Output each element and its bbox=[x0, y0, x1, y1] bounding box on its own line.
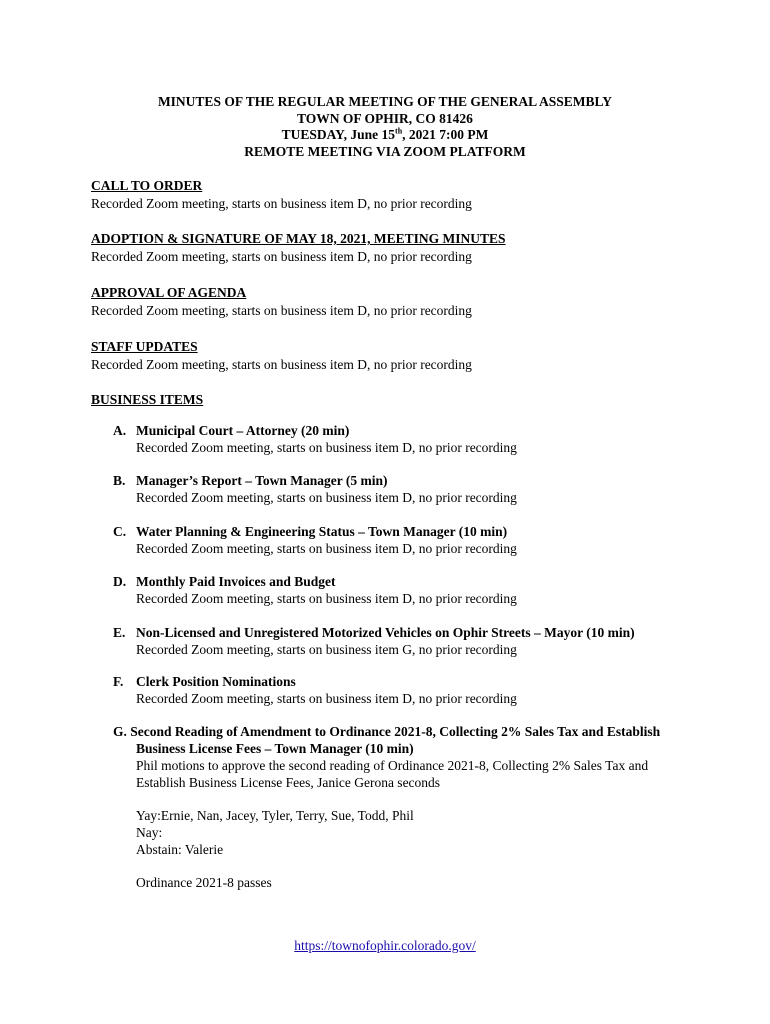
item-title: Monthly Paid Invoices and Budget bbox=[136, 574, 336, 589]
item-desc: Recorded Zoom meeting, starts on business item D, no prior recording bbox=[136, 591, 517, 606]
vote-result: Ordinance 2021-8 passes bbox=[136, 875, 272, 890]
header-title: MINUTES OF THE REGULAR MEETING OF THE GENERAL ASSEMBLY bbox=[157, 94, 613, 109]
section-heading: APPROVAL OF AGENDA bbox=[91, 285, 247, 300]
page-footer bbox=[0, 938, 770, 954]
section-approval bbox=[91, 284, 472, 319]
header-town: TOWN OF OPHIR, CO 81426 bbox=[297, 110, 473, 126]
business-item-e bbox=[113, 624, 635, 658]
item-letter: A. bbox=[113, 423, 127, 438]
section-heading: ADOPTION & SIGNATURE OF MAY 18, 2021, MEETING MINUTES bbox=[91, 231, 506, 246]
header-meeting-type: REMOTE MEETING VIA ZOOM PLATFORM bbox=[244, 143, 526, 159]
item-title: Manager’s Report – Town Manager (5 min) bbox=[136, 473, 388, 488]
item-title: Water Planning & Engineering Status – Town Manager (10 min) bbox=[136, 524, 508, 539]
item-letter: E. bbox=[113, 625, 126, 640]
business-item-c bbox=[113, 523, 517, 557]
vote-abstain: Abstain: Valerie bbox=[136, 842, 224, 857]
item-letter: D. bbox=[113, 574, 127, 589]
item-desc: Recorded Zoom meeting, starts on business item D, no prior recording bbox=[136, 691, 517, 706]
motion-text-continued: Establish Business License Fees, Janice Gerona seconds bbox=[136, 775, 441, 790]
business-item-b bbox=[113, 472, 517, 506]
item-desc: Recorded Zoom meeting, starts on business item D, no prior recording bbox=[136, 541, 517, 556]
document-header bbox=[0, 94, 770, 160]
section-heading: BUSINESS ITEMS bbox=[91, 392, 204, 407]
item-title: Clerk Position Nominations bbox=[136, 674, 296, 689]
town-website-link[interactable]: https://townofophir.colorado.gov/ bbox=[294, 938, 476, 953]
section-text: Recorded Zoom meeting, starts on business item D, no prior recording bbox=[91, 195, 472, 211]
vote-nay: Nay: bbox=[136, 825, 163, 840]
vote-yay: Yay:Ernie, Nan, Jacey, Tyler, Terry, Sue, Todd, Phil bbox=[136, 808, 414, 823]
motion-text: Phil motions to approve the second reading of Ordinance 2021-8, Collecting 2% Sales Tax and bbox=[136, 758, 649, 773]
business-item-d bbox=[113, 573, 517, 607]
item-title: G. Second Reading of Amendment to Ordinance 2021-8, Collecting 2% Sales Tax and Establish bbox=[113, 724, 661, 739]
section-staff-updates bbox=[91, 338, 472, 373]
item-title-continued: Business License Fees – Town Manager (10 min) bbox=[136, 741, 414, 756]
item-letter: B. bbox=[113, 473, 126, 488]
section-text: Recorded Zoom meeting, starts on business item D, no prior recording bbox=[91, 356, 472, 372]
business-item-g bbox=[113, 723, 660, 891]
section-text: Recorded Zoom meeting, starts on business item D, no prior recording bbox=[91, 248, 472, 264]
item-desc: Recorded Zoom meeting, starts on business item D, no prior recording bbox=[136, 490, 517, 505]
item-title: Non-Licensed and Unregistered Motorized Vehicles on Ophir Streets – Mayor (10 min) bbox=[136, 625, 635, 640]
item-desc: Recorded Zoom meeting, starts on business item G, no prior recording bbox=[136, 642, 517, 657]
item-letter: C. bbox=[113, 524, 127, 539]
business-item-f bbox=[113, 673, 517, 707]
item-letter: F. bbox=[113, 674, 124, 689]
header-date: TUESDAY, June 15th, 2021 7:00 PM bbox=[281, 126, 489, 142]
section-text: Recorded Zoom meeting, starts on business item D, no prior recording bbox=[91, 302, 472, 318]
section-business-items bbox=[91, 391, 203, 409]
item-desc: Recorded Zoom meeting, starts on business item D, no prior recording bbox=[136, 440, 517, 455]
section-adoption bbox=[91, 230, 506, 265]
item-title: Municipal Court – Attorney (20 min) bbox=[136, 423, 350, 438]
section-call-to-order bbox=[91, 177, 472, 212]
business-item-a bbox=[113, 422, 517, 456]
section-heading: CALL TO ORDER bbox=[91, 178, 203, 193]
section-heading: STAFF UPDATES bbox=[91, 339, 198, 354]
